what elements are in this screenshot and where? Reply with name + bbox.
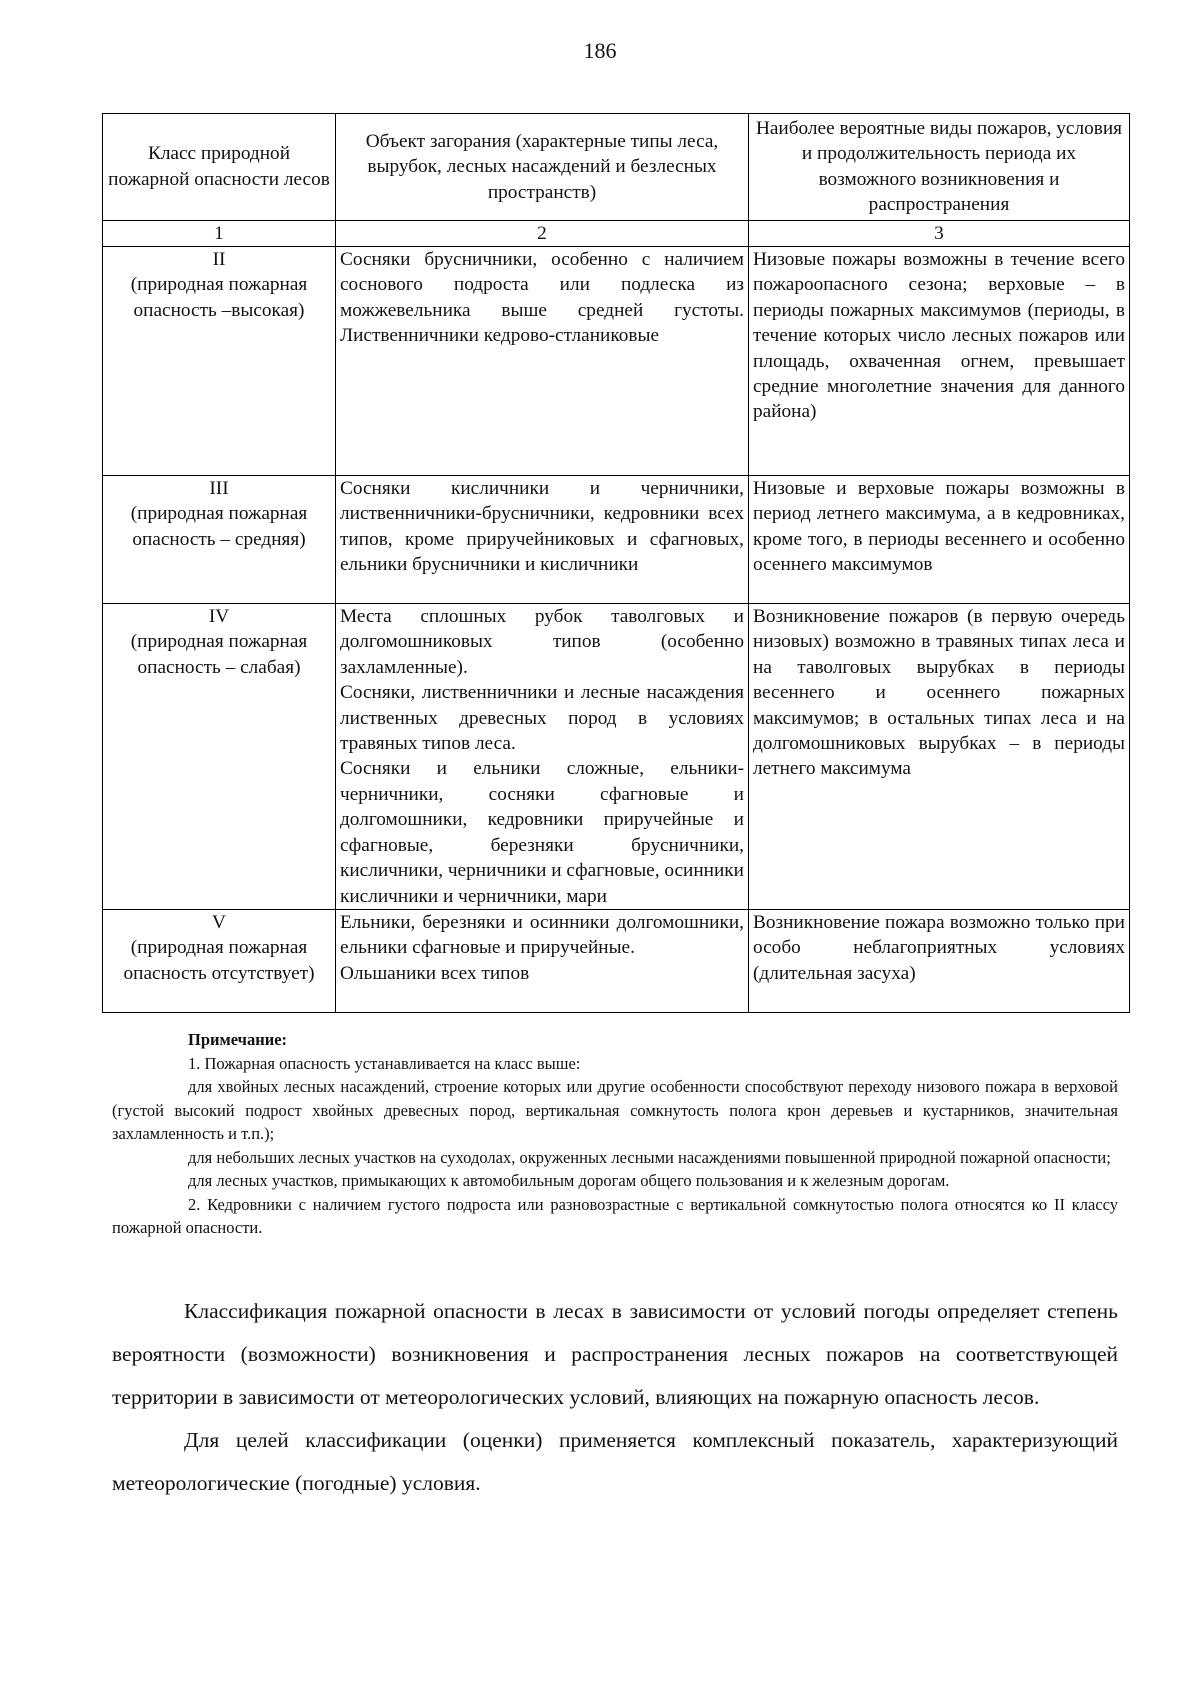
- table-row: [103, 604, 1130, 910]
- class-cell: [103, 476, 336, 604]
- fire-types-cell: Низовые пожары возможны в течение всего пожароопасного сезона; верховые – в периоды пожарных максимумов (периоды, в течение которых число лесных пожаров или площадь, охваченная огнем, превышает средние многолетние значения для данного района): [749, 247, 1130, 476]
- class-description: (природная пожарная опасность – средняя): [130, 503, 308, 550]
- object-cell: [336, 604, 749, 910]
- table-header-row: [103, 114, 1130, 221]
- object-text: Ельники, березняки и осинники долгомошники, ельники сфагновые и приручейные.: [340, 911, 744, 959]
- page-number: 186: [583, 38, 617, 63]
- note-heading: Примечание:: [188, 1030, 288, 1049]
- class-numeral: II: [212, 249, 226, 271]
- note-item: для хвойных лесных насаждений, строение которых или другие особенности способствуют переходу низового пожара в верховой (густой высокий подрост хвойных древесных пород, вертикальная сомкнутость полога крон деревьев и кустарников, значительная захламленность и т.п.);: [112, 1077, 1118, 1143]
- object-text: Сосняки кисличники и черничники, лиственничники-брусничники, кедровники всех типов, кроме приручейниковых и сфагновых, ельники брусничники и кисличники: [340, 478, 744, 576]
- note-item: для небольших лесных участков на суходолах, окруженных лесными насаждениями повышенной природной пожарной опасности;: [188, 1147, 1111, 1167]
- body-paragraph: Для целей классификации (оценки) применяется комплексный показатель, характеризующий метеорологические (погодные) условия.: [112, 1428, 1118, 1495]
- object-cell: [336, 909, 749, 1012]
- note-item: 1. Пожарная опасность устанавливается на класс выше:: [188, 1053, 581, 1073]
- class-cell: [103, 604, 336, 910]
- column-number: 1: [103, 220, 336, 246]
- header-class: Класс природной пожарной опасности лесов: [103, 114, 336, 221]
- class-description: (природная пожарная опасность –высокая): [130, 274, 308, 321]
- class-cell: [103, 247, 336, 476]
- class-numeral: III: [209, 478, 229, 500]
- table-row: [103, 247, 1130, 476]
- body-paragraph: Классификация пожарной опасности в лесах в зависимости от условий погоды определяет степень вероятности (возможности) возникновения и распространения лесных пожаров на соответствующей территории в зависимости от метеорологических условий, влияющих на пожарную опасность лесов.: [112, 1299, 1118, 1409]
- object-cell: [336, 476, 749, 604]
- note-item: 2. Кедровники с наличием густого подроста или разновозрастные с вертикальной сомкнутостью полога относятся ко II классу пожарной опасности.: [112, 1194, 1118, 1237]
- body-text: [112, 1290, 1118, 1505]
- header-object: Объект загорания (характерные типы леса, вырубок, лесных насаждений и безлесных пространств): [336, 114, 749, 221]
- header-fire-types: Наиболее вероятные виды пожаров, условия и продолжительность периода их возможного возникновения и распространения: [749, 114, 1130, 221]
- column-number: 3: [749, 220, 1130, 246]
- object-text: Сосняки брусничники, особенно с наличием соснового подроста или подлеска из можжевельника выше средней густоты. Лиственничники кедрово-стланиковые: [340, 249, 744, 347]
- object-cell: [336, 247, 749, 476]
- object-text: Сосняки, лиственничники и лесные насаждения лиственных древесных пород в условиях травяных типов леса.: [340, 682, 744, 755]
- column-number: 2: [336, 220, 749, 246]
- column-number-row: [103, 220, 1130, 246]
- fire-types-cell: Возникновение пожара возможно только при особо неблагоприятных условиях (длительная засуха): [749, 909, 1130, 1012]
- object-text: Места сплошных рубок таволговых и долгомошниковых типов (особенно захламленные).: [340, 606, 744, 678]
- object-text: Сосняки и ельники сложные, ельники-черничники, сосняки сфагновые и долгомошники, кедровники приручейные и сфагновые, березняки брусничники, кисличники, черничники и сфагновые, осинники кисличники и черничники, мари: [340, 758, 744, 907]
- fire-danger-class-table: [102, 113, 1130, 1013]
- class-numeral: V: [212, 911, 226, 933]
- table-row: [103, 909, 1130, 1012]
- class-cell: [103, 909, 336, 1012]
- class-description: (природная пожарная опасность – слабая): [130, 631, 308, 678]
- object-text: Ольшаники всех типов: [340, 962, 530, 984]
- fire-types-cell: Возникновение пожаров (в первую очередь низовых) возможно в травяных типах леса и на таволговых вырубках в периоды весеннего и осеннего пожарных максимумов; в остальных типах леса и на долгомошниковых вырубках – в периоды летнего максимума: [749, 604, 1130, 910]
- class-description: (природная пожарная опасность отсутствует): [123, 937, 315, 984]
- class-numeral: IV: [208, 606, 230, 628]
- note-block: [112, 1028, 1118, 1240]
- fire-types-cell: Низовые и верховые пожары возможны в период летнего максимума, а в кедровниках, кроме того, в периоды весеннего и особенно осеннего максимумов: [749, 476, 1130, 604]
- note-item: для лесных участков, примыкающих к автомобильным дорогам общего пользования и к железным дорогам.: [188, 1171, 950, 1190]
- table-row: [103, 476, 1130, 604]
